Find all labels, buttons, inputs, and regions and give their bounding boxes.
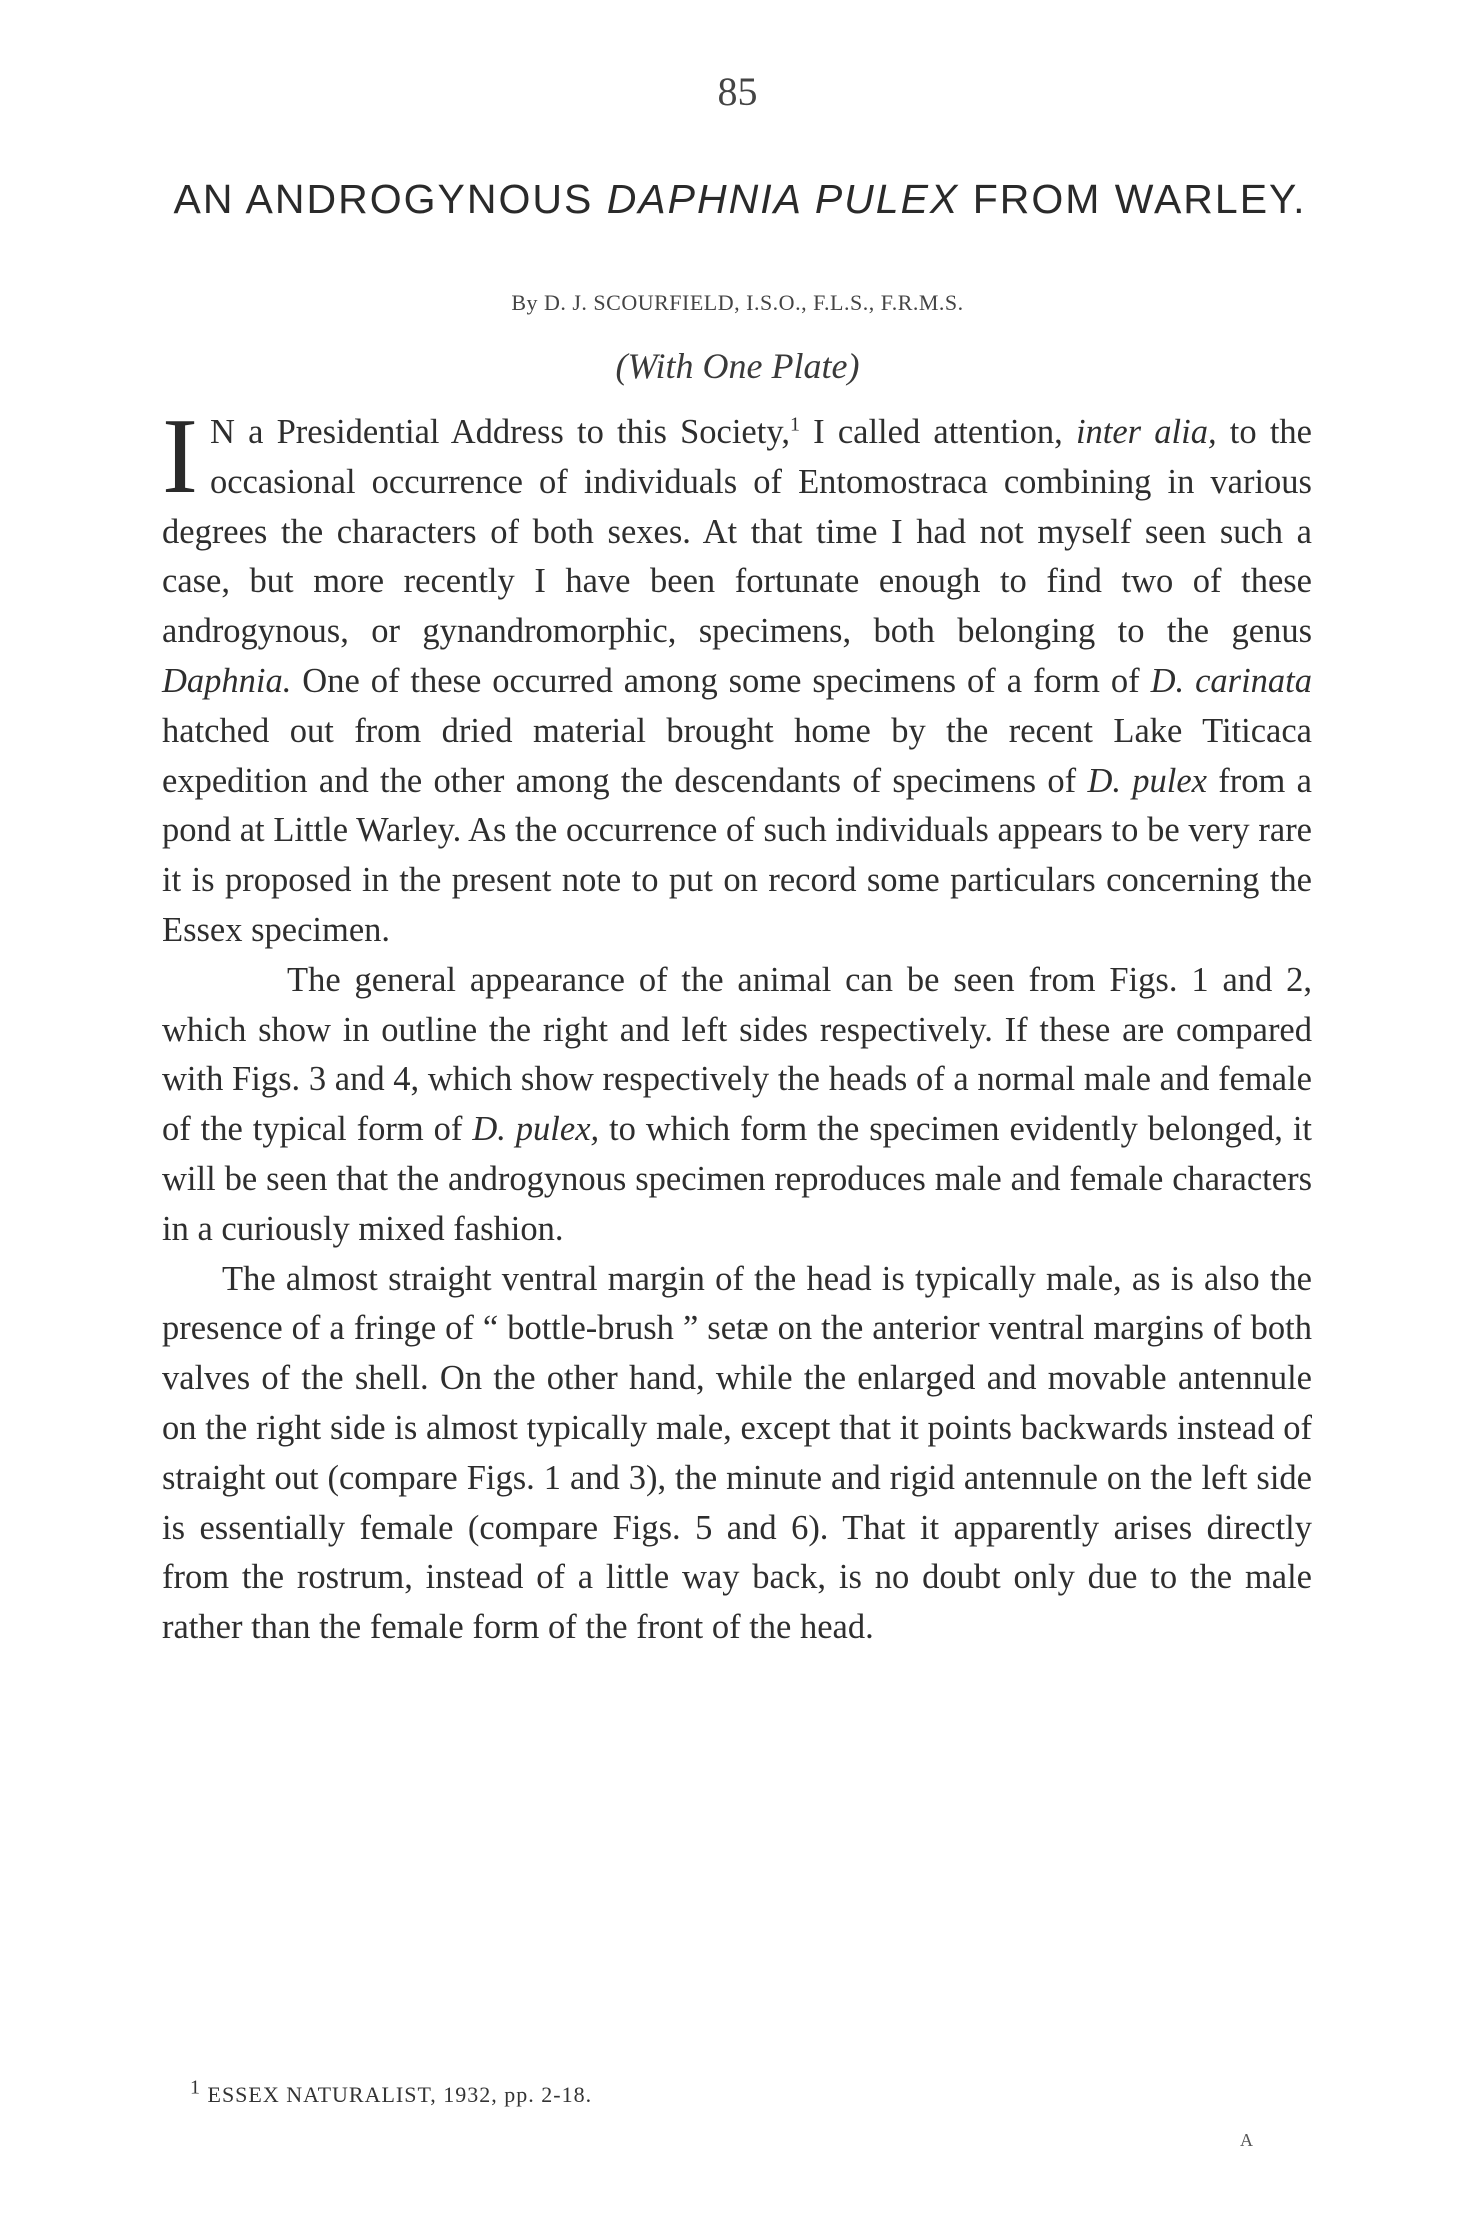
p2-italic-1: D. pulex, [472, 1110, 600, 1149]
signature-mark: A [1240, 2130, 1253, 2150]
drop-cap: I [162, 397, 198, 516]
footnote-number: 1 [190, 2076, 201, 2099]
author-byline: By D. J. SCOURFIELD, I.S.O., F.L.S., F.R.M.S. [511, 290, 964, 315]
footnote-ref: 1 [789, 413, 800, 436]
paragraph-2 [162, 956, 1312, 1255]
p1-text-5: hatched out from dried material brought home by the recent Lake Titicaca expedition and the other among the descendants of specimens of [162, 711, 1312, 800]
article-body [162, 397, 1312, 1653]
p1-text-2: I called attention, [799, 413, 1076, 451]
title-italic: DAPHNIA PULEX [606, 176, 960, 222]
title-suffix: FROM WARLEY. [959, 176, 1307, 222]
paragraph-3 [162, 1255, 1312, 1653]
p1-italic-2: Daphnia. [162, 661, 292, 700]
p1-text-3: to the occasional occurrence of individuals of Entomostraca combining in various degrees the characters of both sexes. At that time I had not myself seen such a case, but more recently I have been fortunate enough to find two of these androgynous, or gynandromorphic, specimens, both belonging to the genus [162, 413, 1312, 651]
p2-text-2: to which form the specimen evidently belonged, it will be seen that the androgynous specimen reproduces male and female characters in a curiously mixed fashion. [162, 1110, 1312, 1248]
page-number: 85 [717, 69, 758, 114]
paragraph-1 [162, 397, 1312, 956]
p1-italic-4: D. pulex [1087, 761, 1207, 800]
p1-text-6: from a pond at Little Warley. As the occurrence of such individuals appears to be very rare it is proposed in the present note to put on record some particulars concerning the Essex specimen. [162, 761, 1312, 949]
article-title [150, 170, 1330, 228]
plate-note: (With One Plate) [615, 346, 860, 386]
p1-italic-1: inter alia, [1075, 413, 1217, 451]
p2-text-1: The general appearance of the animal can be seen from Figs. 1 and 2, which show in outline the right and left sides respectively. If these are compared with Figs. 3 and 4, which show respectively the heads of a normal male and female of the typical form of [162, 960, 1312, 1149]
p1-italic-3: D. carinata [1150, 661, 1312, 700]
p3-text-1: The almost straight ventral margin of the head is typically male, as is also the presence of a fringe of “ bottle-brush ” setæ on the anterior ventral margins of both valves of the shell. On the other hand, while the enlarged and movable antennule on the right side is almost typically male, except that it points backwards instead of straight out (compare Figs. 1 and 3), the minute and rigid antennule on the left side is essentially female (compare Figs. 5 and 6). That it apparently arises directly from the rostrum, instead of a little way back, is no doubt only due to the male rather than the female form of the front of the head. [162, 1259, 1312, 1647]
footnote-text: ESSEX NATURALIST, 1932, pp. 2-18. [201, 2082, 593, 2107]
title-prefix: AN ANDROGYNOUS [173, 176, 607, 222]
p1-text-4: One of these occurred among some specimens of a form of [291, 661, 1151, 700]
p1-text-1: N a Presidential Address to this Society, [209, 413, 790, 451]
footnote [190, 2076, 593, 2108]
